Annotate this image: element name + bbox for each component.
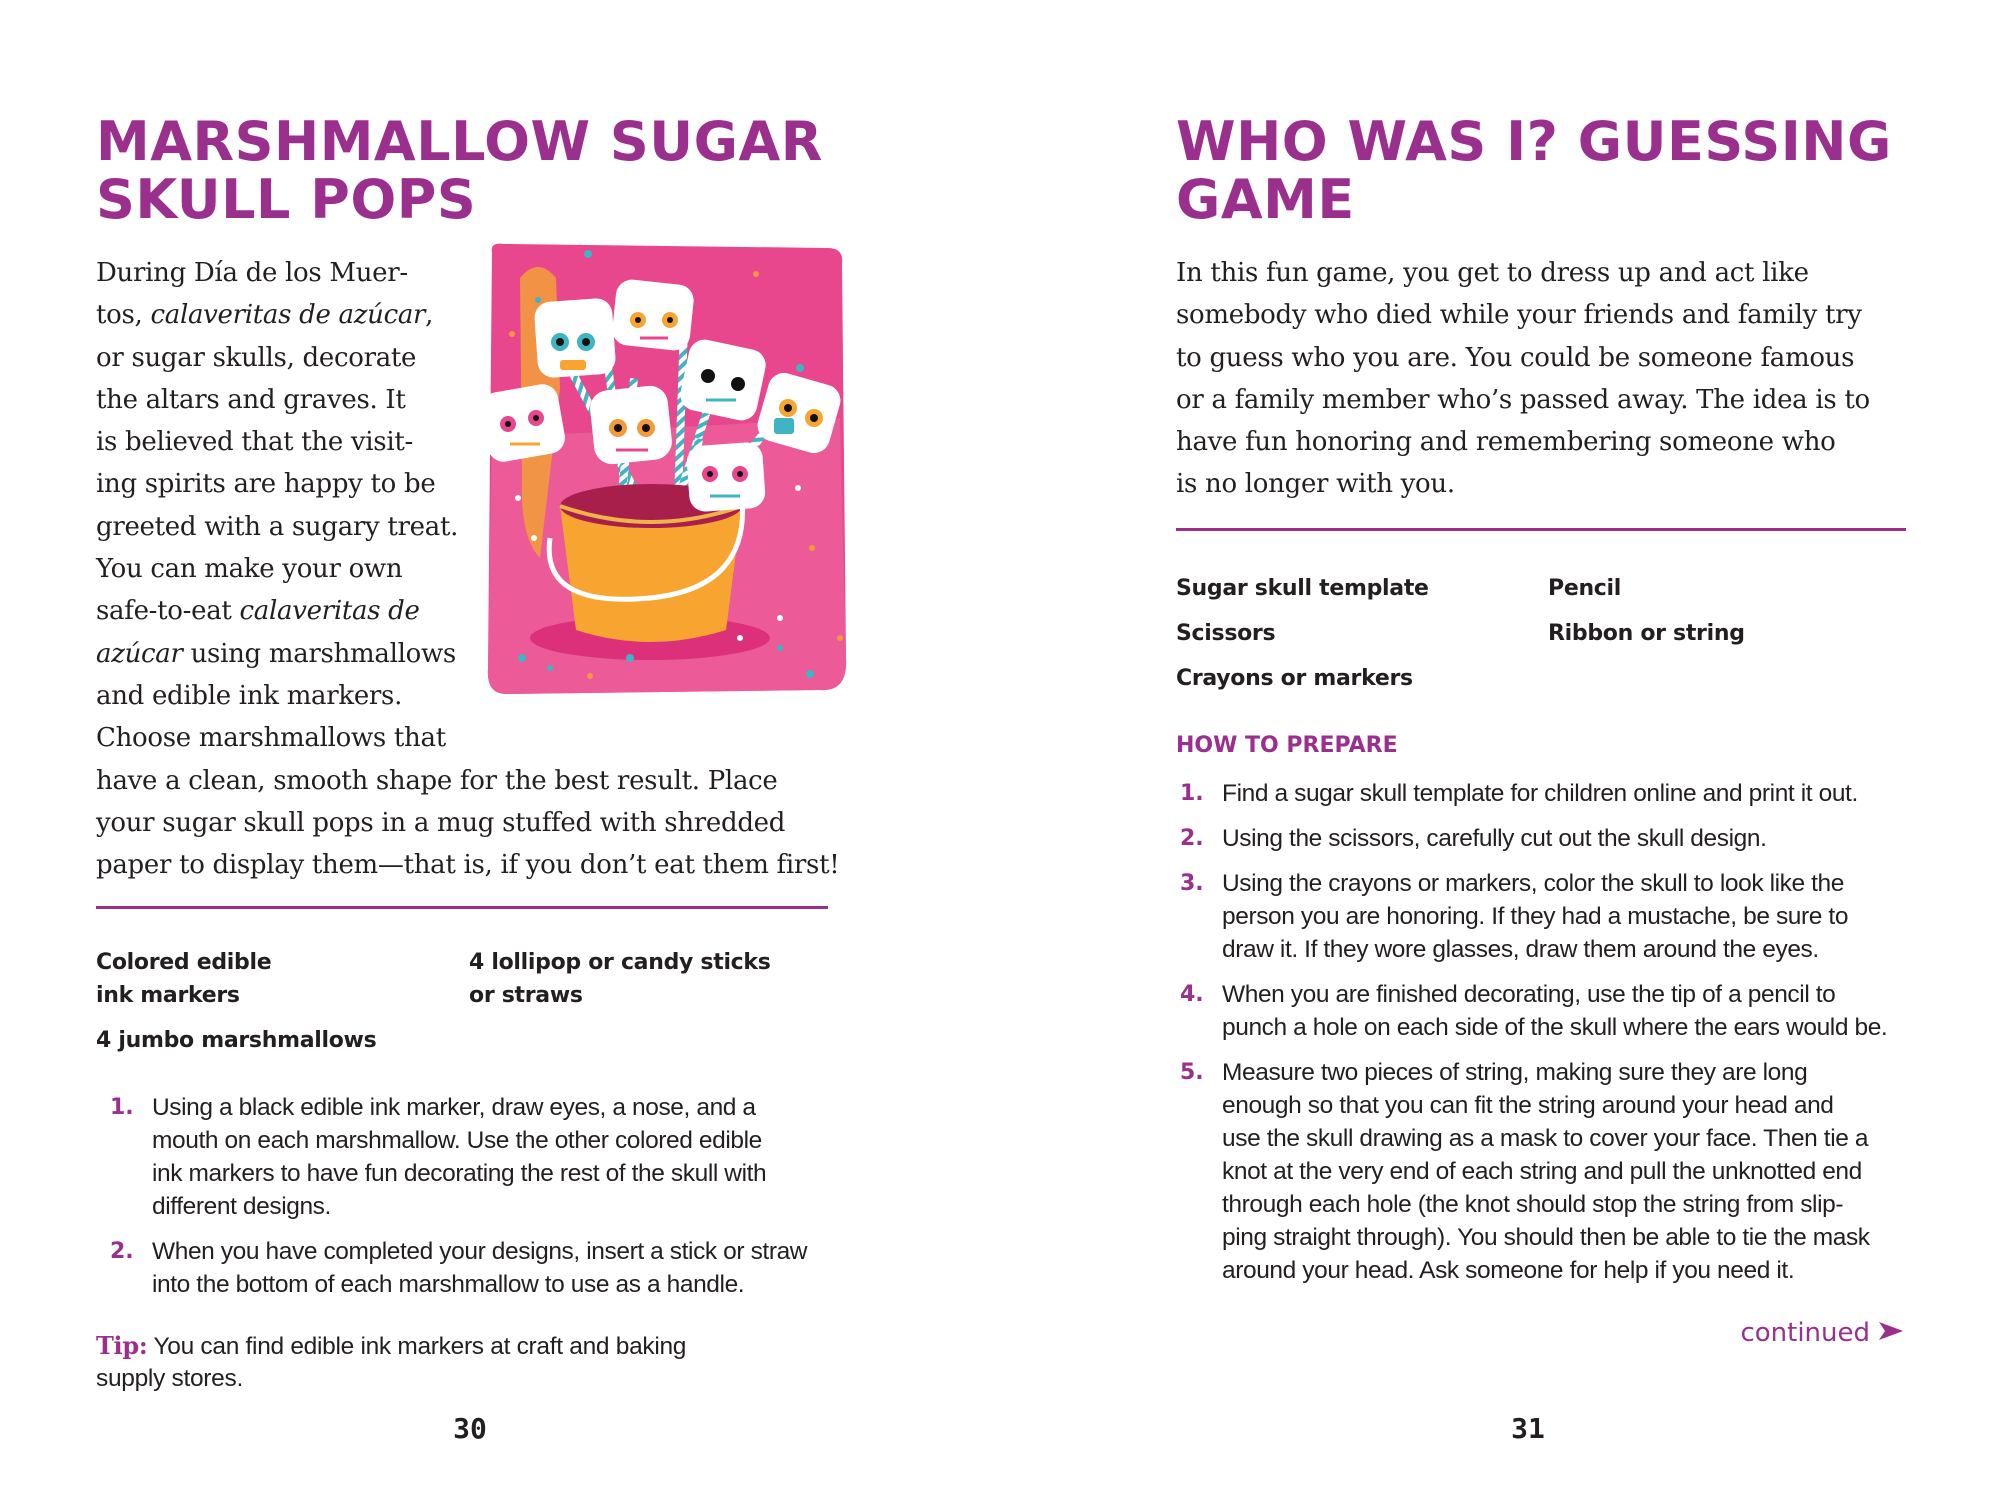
intro-line: somebody who died while your friends and family try	[1176, 300, 1862, 331]
intro-text: paper to display them—that is, if you don’t eat them first!	[96, 850, 840, 881]
step-number: 5.	[1180, 1060, 1204, 1085]
material-item-line: 4 jumbo marshmallows	[96, 1028, 377, 1053]
instructions-list	[1180, 777, 1887, 1299]
intro-text: greeted with a sugary treat.	[96, 511, 459, 542]
marshmallow-skull-pops-icon	[480, 238, 850, 702]
intro-line: In this fun game, you get to dress up and act like	[1176, 258, 1809, 288]
materials-column-1	[96, 950, 376, 1073]
intro-line	[96, 802, 839, 844]
title-line: WHO WAS I? GUESSING	[1176, 110, 1892, 173]
step-text-line: knot at the very end of each string and pull the unknotted end	[1222, 1158, 1862, 1185]
intro-text: your sugar skull pops in a mug stuffed with shredded	[96, 807, 786, 838]
step-item	[1180, 822, 1887, 855]
step-text-line: mouth on each marshmallow. Use the other colored edible	[152, 1127, 762, 1154]
intro-text: safe-to-eat	[96, 596, 240, 627]
section-divider	[96, 906, 828, 909]
tip-text-line: supply stores.	[96, 1365, 243, 1392]
left-page-title	[96, 110, 823, 231]
step-item	[110, 1235, 807, 1301]
step-number: 3.	[1180, 871, 1204, 896]
instructions-list	[110, 1091, 807, 1313]
step-text-line: Using the crayons or markers, color the skull to look like the	[1222, 870, 1844, 897]
step-item	[1180, 1056, 1887, 1287]
step-text-line: Measure two pieces of string, making sure they are long	[1222, 1059, 1808, 1086]
intro-text: Choose marshmallows that	[96, 723, 446, 754]
intro-italic-text: azúcar	[96, 638, 183, 669]
tip-label: Tip:	[96, 1331, 148, 1360]
intro-line	[96, 760, 839, 802]
step-text-line: different designs.	[152, 1193, 331, 1220]
right-arrowhead-icon	[1878, 1318, 1904, 1348]
intro-line: to guess who you are. You could be someone famous	[1176, 342, 1855, 373]
material-item-line: 4 lollipop or candy sticks	[469, 950, 771, 975]
step-number: 2.	[110, 1239, 134, 1264]
material-item	[469, 950, 771, 1016]
intro-text: is believed that the visit-	[96, 427, 414, 458]
material-item-line: or straws	[469, 983, 583, 1008]
intro-line: is no longer with you.	[1176, 469, 1455, 500]
intro-text: ing spirits are happy to be	[96, 469, 436, 500]
intro-text: and edible ink markers.	[96, 680, 403, 711]
material-item: Sugar skull template	[1176, 576, 1429, 601]
intro-text: tos,	[96, 300, 151, 331]
continued-link[interactable]	[1740, 1318, 1904, 1348]
right-page-title	[1176, 110, 1892, 231]
sugar-skull-pops-illustration	[480, 238, 850, 702]
intro-text: using marshmallows	[182, 638, 456, 669]
intro-text: During Día de los Muer-	[96, 258, 408, 288]
material-item	[96, 950, 376, 1016]
intro-text: or sugar skulls, decorate	[96, 342, 417, 373]
step-text-line: Using a black edible ink marker, draw eyes, a nose, and a	[152, 1094, 756, 1121]
step-number: 1.	[110, 1095, 134, 1120]
right-intro-paragraph	[1176, 252, 1870, 506]
intro-line	[96, 717, 839, 759]
materials-column-2	[469, 950, 771, 1028]
step-text-line: around your head. Ask someone for help if you need it.	[1222, 1257, 1795, 1284]
material-item: Pencil	[1548, 576, 1622, 601]
title-line: MARSHMALLOW SUGAR	[96, 110, 823, 173]
materials-column-1	[1176, 566, 1429, 701]
step-item	[110, 1091, 807, 1223]
material-item	[96, 1028, 376, 1061]
intro-text: You can make your own	[96, 554, 403, 585]
intro-text: ,	[425, 300, 434, 331]
how-to-prepare-heading: HOW TO PREPARE	[1176, 733, 1398, 758]
step-text-line: When you are finished decorating, use the tip of a pencil to	[1222, 981, 1836, 1008]
step-text-line: use the skull drawing as a mask to cover your face. Then tie a	[1222, 1125, 1869, 1152]
section-divider	[1176, 528, 1906, 531]
material-item: Scissors	[1176, 621, 1276, 646]
step-text-line: Find a sugar skull template for children online and print it out.	[1222, 780, 1858, 807]
step-text-line: draw it. If they wore glasses, draw them around the eyes.	[1222, 936, 1819, 963]
step-item	[1180, 978, 1887, 1044]
intro-text: the altars and graves. It	[96, 384, 406, 415]
step-text-line: enough so that you can fit the string around your head and	[1222, 1092, 1834, 1119]
intro-line: have fun honoring and remembering someone who	[1176, 427, 1836, 458]
step-text-line: through each hole (the knot should stop the string from slip-	[1222, 1191, 1844, 1218]
intro-line	[96, 844, 839, 886]
page-number-right: 31	[1511, 1412, 1545, 1445]
material-item: Ribbon or string	[1548, 621, 1745, 646]
intro-text: have a clean, smooth shape for the best result. Place	[96, 765, 778, 796]
intro-line: or a family member who’s passed away. The idea is to	[1176, 384, 1870, 415]
intro-italic-text: calaveritas de azúcar	[150, 300, 426, 331]
title-line: GAME	[1176, 168, 1355, 231]
step-number: 4.	[1180, 982, 1204, 1007]
step-number: 2.	[1180, 826, 1204, 851]
step-number: 1.	[1180, 781, 1204, 806]
continued-label: continued	[1740, 1318, 1870, 1348]
step-text-line: When you have completed your designs, insert a stick or straw	[152, 1238, 808, 1265]
tip-note	[96, 1329, 686, 1395]
step-text-line: punch a hole on each side of the skull where the ears would be.	[1222, 1014, 1888, 1041]
intro-italic-text: calaveritas de	[239, 596, 420, 627]
step-text-line: into the bottom of each marshmallow to use as a handle.	[152, 1271, 745, 1298]
step-text-line: ping straight through). You should then be able to tie the mask	[1222, 1224, 1870, 1251]
material-item-line: ink markers	[96, 983, 240, 1008]
step-text-line: Using the scissors, carefully cut out the skull design.	[1222, 825, 1767, 852]
tip-text-line: You can find edible ink markers at craft and baking	[147, 1333, 687, 1360]
material-item-line: Colored edible	[96, 950, 272, 975]
step-item	[1180, 777, 1887, 810]
material-item: Crayons or markers	[1176, 666, 1413, 691]
step-text-line: ink markers to have fun decorating the rest of the skull with	[152, 1160, 767, 1187]
title-line: SKULL POPS	[96, 168, 477, 231]
step-text-line: person you are honoring. If they had a mustache, be sure to	[1222, 903, 1849, 930]
materials-column-2	[1548, 566, 1745, 656]
step-item	[1180, 867, 1887, 966]
page-number-left: 30	[453, 1412, 487, 1445]
